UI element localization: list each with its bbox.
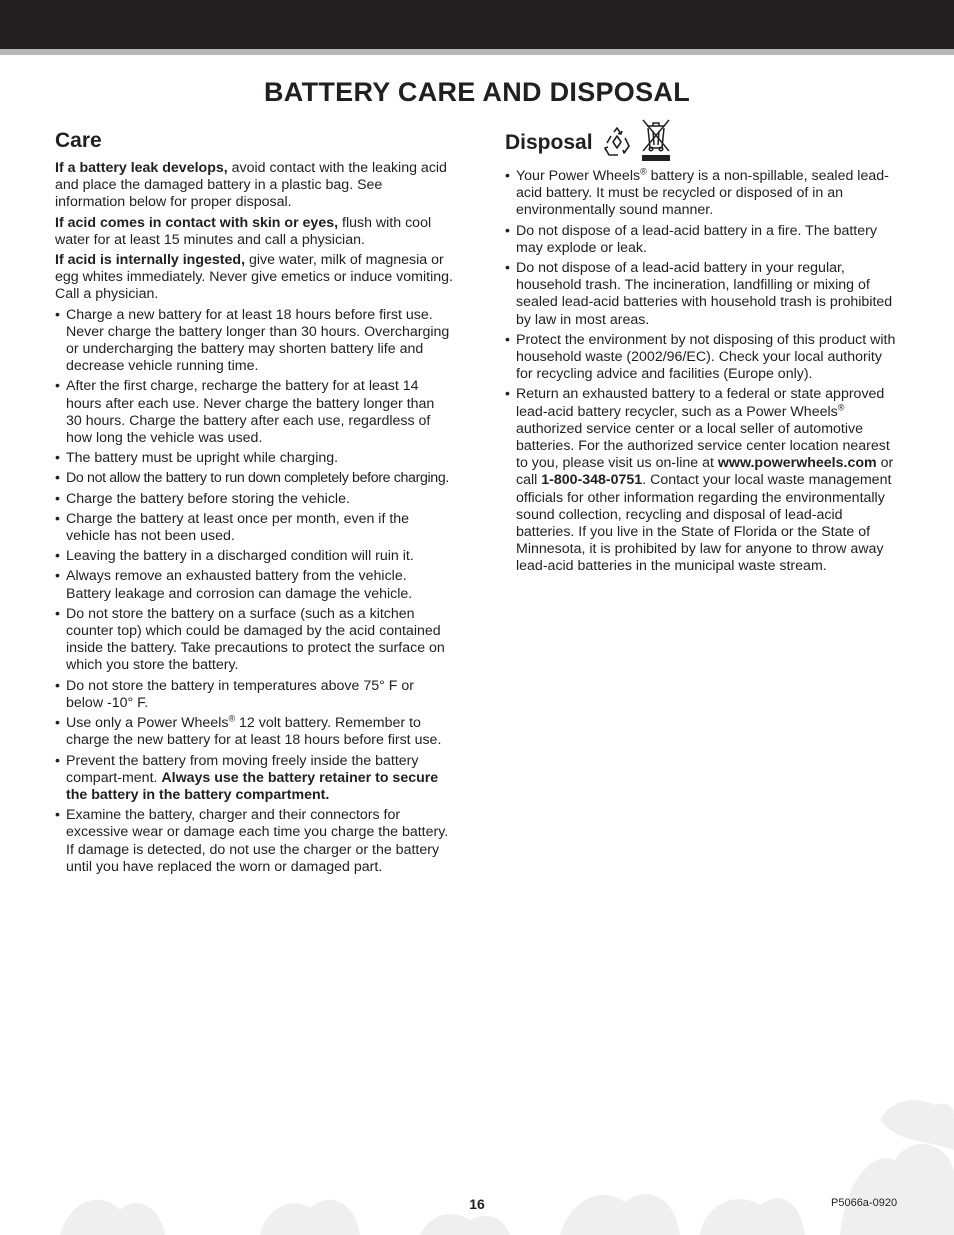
care-section [55, 128, 453, 879]
phone-number: 1-800-348-0751 [541, 472, 643, 489]
care-bullet-bold: Always use the battery retainer to secure the battery in the battery compartment. [66, 769, 439, 803]
care-bullet: • The battery must be upright while charging. [55, 450, 453, 467]
skin-text: flush with cool water for at least 15 minutes and call a physician. [55, 214, 432, 248]
page-number: 16 [469, 1196, 485, 1212]
care-bullet: • Do not store the battery in temperatures above 75° F or below -10° F. [55, 678, 453, 712]
care-bullet: • Charge the battery at least once per month, even if the vehicle has not been used. [55, 511, 453, 545]
disposal-bullet [505, 168, 901, 220]
care-bullet: • Do not store the battery on a surface (such as a kitchen counter top) which could be damaged by the acid contained inside the battery. Take precautions to protect the surface on which you store the battery. [55, 606, 453, 675]
care-bullet [55, 753, 453, 805]
disposal-bullet-text: . Contact your local waste management officials for other information regarding the environmentally sound collection, recycling and disposal of lead-acid batteries. If you live in the State of Florida or the State of Minnesota, it is prohibited by law for anyone to throw away lead-acid batteries in the municipal waste stream. [516, 472, 892, 575]
document-code: P5066a-0920 [831, 1197, 898, 1209]
care-bullet [55, 715, 453, 749]
ingested-bold: If acid is internally ingested, [55, 252, 246, 269]
registered-mark: ® [837, 401, 845, 412]
registered-mark: ® [640, 166, 647, 177]
disposal-bullet-text: battery is a non-spillable, sealed lead-acid battery. It must be recycled or disposed of in an environmentally sound manner. [516, 168, 889, 219]
care-bullet-text: Prevent the battery from moving freely inside the battery compart-ment. [66, 752, 419, 786]
recycle-icon [601, 126, 633, 158]
disposal-bullet-list [505, 168, 901, 576]
header-stripe [0, 49, 954, 55]
disposal-bullet: • Do not dispose of a lead-acid battery in your regular, household trash. The incineration, landfilling or mixing of sealed lead-acid batteries with household trash is prohibited by law in most areas. [505, 260, 901, 329]
skin-paragraph [55, 215, 453, 249]
disposal-bullet-text: Return an exhausted battery to a federal or state approved lead-acid battery recycler, such as a Power Wheels [516, 386, 885, 420]
disposal-bullet-text: or call [516, 455, 894, 489]
disposal-bullet: • Do not dispose of a lead-acid battery in a fire. The battery may explode or leak. [505, 223, 901, 257]
ingested-paragraph [55, 252, 453, 304]
care-bullet-list [55, 307, 453, 876]
disposal-heading-text: Disposal [505, 131, 593, 154]
crossed-out-bin-icon [639, 118, 673, 162]
registered-mark: ® [228, 713, 236, 724]
care-bullet: • Examine the battery, charger and their connectors for excessive wear or damage each time you charge the battery. If damage is detected, do not use the charger or the battery until you have replaced the worn or damaged part. [55, 807, 453, 876]
leak-paragraph [55, 160, 453, 212]
website-link[interactable]: www.powerwheels.com [717, 455, 877, 472]
disposal-bullet [505, 386, 901, 575]
header-bar [0, 0, 954, 49]
care-bullet-text: 12 volt battery. Remember to charge the new battery for at least 18 hours before first use. [66, 715, 442, 749]
disposal-icons [601, 124, 673, 162]
footer-decoration [0, 1090, 954, 1235]
leak-bold: If a battery leak develops, [55, 160, 228, 176]
disposal-bullet-text: authorized service center or a local seller of automotive batteries. For the authorized service center location nearest to you, please visit us on-line at [516, 420, 890, 472]
care-bullet: • Do not allow the battery to run down completely before charging. [55, 470, 453, 487]
care-bullet: • Always remove an exhausted battery from the vehicle. Battery leakage and corrosion can damage the vehicle. [55, 568, 453, 602]
care-bullet: • Charge the battery before storing the vehicle. [55, 491, 453, 508]
care-bullet: • After the first charge, recharge the battery for at least 14 hours after each use. Never charge the battery longer than 30 hours. Charge the battery after each use, regardless of how long the vehicle was used. [55, 378, 453, 447]
care-bullet: • Leaving the battery in a discharged condition will ruin it. [55, 548, 453, 565]
care-heading: Care [55, 129, 102, 152]
leak-text: avoid contact with the leaking acid and place the damaged battery in a plastic bag. See information below for proper disposal. [55, 160, 447, 211]
care-bullet: • Charge a new battery for at least 18 hours before first use. Never charge the battery longer than 30 hours. Overcharging or undercharging the battery may shorten battery life and decrease vehicle running time. [55, 307, 453, 376]
page-title: BATTERY CARE AND DISPOSAL [263, 77, 691, 107]
skin-bold: If acid comes in contact with skin or eyes, [55, 214, 339, 231]
disposal-heading [505, 124, 901, 162]
disposal-bullet-text: Your Power Wheels [516, 168, 641, 184]
disposal-bullet: • Protect the environment by not disposing of this product with household waste (2002/96/EC). Check your local authority for recycling advice and facilities (Europe only). [505, 332, 901, 384]
care-bullet-text: Use only a Power Wheels [66, 715, 229, 732]
ingested-text: give water, milk of magnesia or egg whites immediately. Never give emetics or induce vomiting. Call a physician. [55, 252, 453, 303]
disposal-section [505, 124, 901, 579]
